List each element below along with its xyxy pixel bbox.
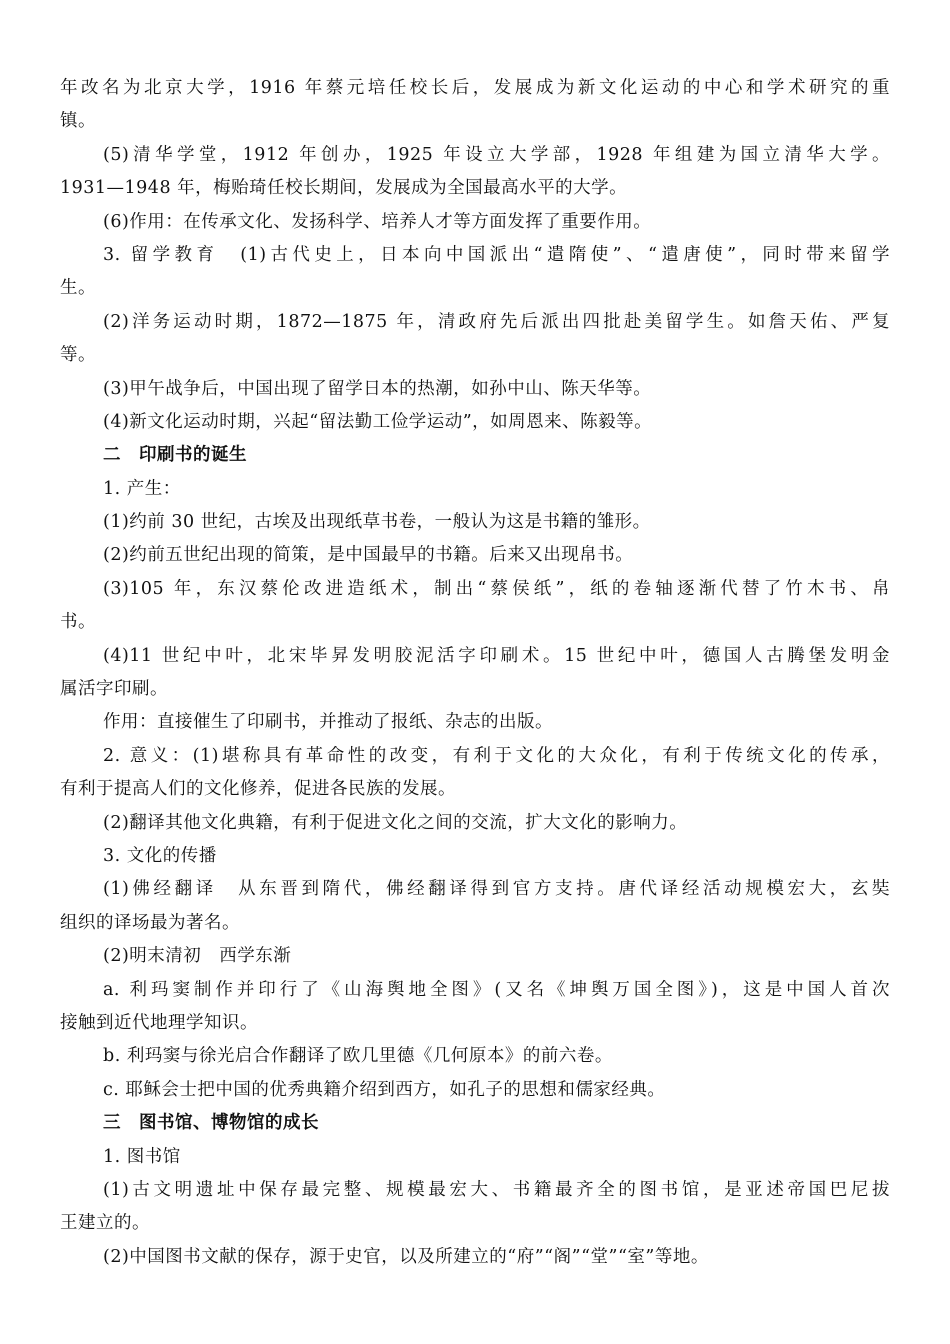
text-line: a. 利玛窦制作并印行了《山海舆地全图》(又名《坤舆万国全图》)，这是中国人首次 [103, 979, 890, 1000]
text-line: (1)佛经翻译 从东晋到隋代，佛经翻译得到官方支持。唐代译经活动规模宏大，玄奘 [103, 879, 890, 900]
text-line: (6)作用：在传承文化、发扬科学、培养人才等方面发挥了重要作用。 [103, 211, 652, 232]
text-line: (2)洋务运动时期，1872—1875 年，清政府先后派出四批赴美留学生。如詹天佑、严复 [103, 311, 890, 332]
text-line: 生。 [60, 278, 96, 299]
section-heading: 三 图书馆、博物馆的成长 [103, 1113, 319, 1134]
document-page [60, 72, 890, 1274]
text-line: c. 耶稣会士把中国的优秀典籍介绍到西方，如孔子的思想和儒家经典。 [103, 1079, 666, 1100]
text-line: (2)约前五世纪出现的简策，是中国最早的书籍。后来又出现帛书。 [103, 545, 634, 566]
text-line: 王建立的。 [60, 1213, 150, 1234]
text-line: (5)清华学堂，1912 年创办，1925 年设立大学部，1928 年组建为国立清华大学。 [103, 144, 890, 165]
text-line: (3)甲午战争后，中国出现了留学日本的热潮，如孙中山、陈天华等。 [103, 378, 652, 399]
text-line: 有利于提高人们的文化修养，促进各民族的发展。 [60, 779, 456, 800]
text-line: 1. 产生： [103, 478, 181, 499]
text-line: 1931—1948 年，梅贻琦任校长期间，发展成为全国最高水平的大学。 [60, 178, 628, 199]
text-line: (1)约前 30 世纪，古埃及出现纸草书卷，一般认为这是书籍的雏形。 [103, 512, 651, 533]
text-line: 接触到近代地理学知识。 [60, 1012, 258, 1033]
text-line: (4)11 世纪中叶，北宋毕昇发明胶泥活字印刷术。15 世纪中叶，德国人古腾堡发明金 [103, 645, 890, 666]
text-line: (2)翻译其他文化典籍，有利于促进文化之间的交流，扩大文化的影响力。 [103, 812, 688, 833]
text-line: 镇。 [60, 111, 96, 132]
text-line: 3. 留学教育 (1)古代史上，日本向中国派出“遣隋使”、“遣唐使”，同时带来留学 [103, 244, 890, 265]
text-line: (1)古文明遗址中保存最完整、规模最宏大、书籍最齐全的图书馆，是亚述帝国巴尼拔 [103, 1179, 890, 1200]
text-line: (2)中国图书文献的保存，源于史官，以及所建立的“府”“阁”“堂”“室”等地。 [103, 1246, 709, 1267]
text-line: 组织的译场最为著名。 [60, 912, 240, 933]
text-line: 2. 意义：(1)堪称具有革命性的改变，有利于文化的大众化，有利于传统文化的传承， [103, 745, 890, 766]
text-line: b. 利玛窦与徐光启合作翻译了欧几里德《几何原本》的前六卷。 [103, 1046, 613, 1067]
text-line: 1. 图书馆 [103, 1146, 181, 1167]
text-line: 书。 [60, 612, 96, 633]
text-line: (4)新文化运动时期，兴起“留法勤工俭学运动”，如周恩来、陈毅等。 [103, 411, 653, 432]
text-line: 等。 [60, 345, 96, 366]
text-line: 3. 文化的传播 [103, 845, 217, 866]
text-line: 属活字印刷。 [60, 679, 168, 700]
text-line: (2)明末清初 西学东渐 [103, 946, 292, 967]
text-line: 作用：直接催生了印刷书，并推动了报纸、杂志的出版。 [103, 712, 553, 733]
text-line: (3)105 年，东汉蔡伦改进造纸术，制出“蔡侯纸”，纸的卷轴逐渐代替了竹木书、帛 [103, 578, 890, 599]
section-heading: 二 印刷书的诞生 [103, 445, 247, 466]
text-line: 年改名为北京大学，1916 年蔡元培任校长后，发展成为新文化运动的中心和学术研究的重 [60, 78, 890, 98]
